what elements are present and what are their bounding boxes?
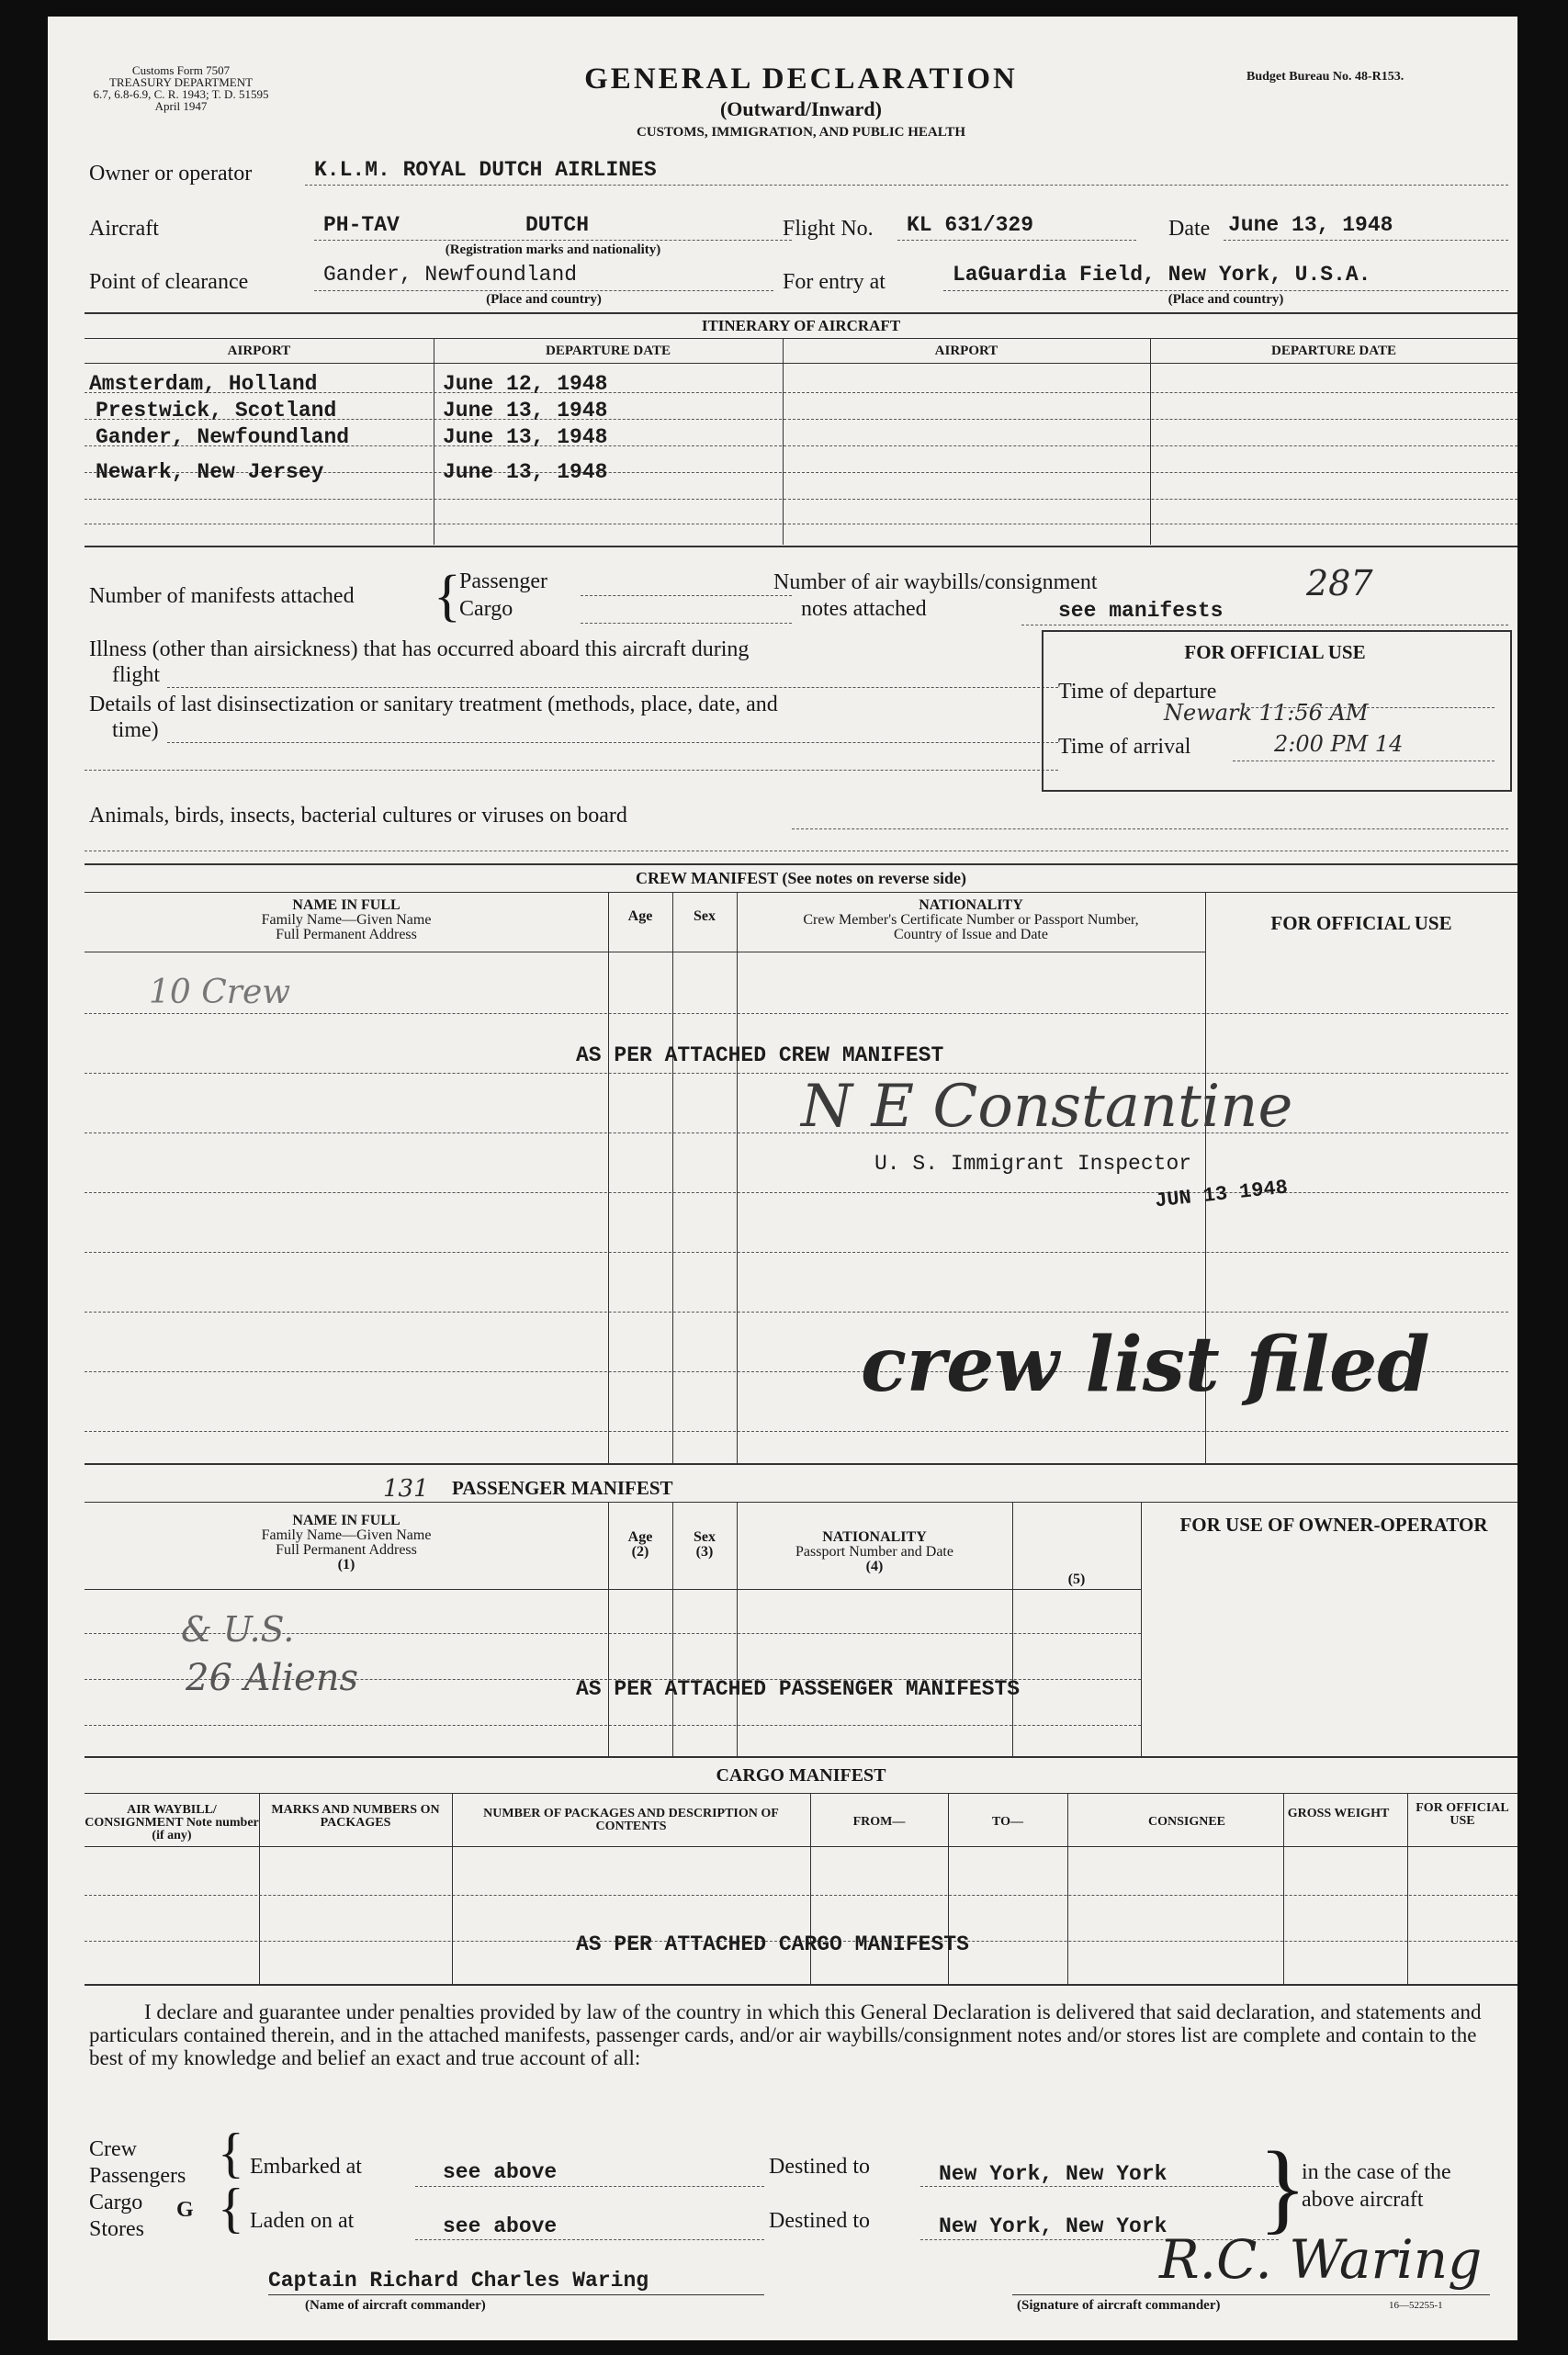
passenger-col-name: NAME IN FULL Family Name—Given Name Full Permanent Address (1) bbox=[261, 1513, 432, 1572]
signature-note: (Signature of aircraft commander) bbox=[1017, 2298, 1221, 2313]
cargo-col-weight: GROSS WEIGHT bbox=[1287, 1807, 1390, 1820]
departure-time-label: Time of departure bbox=[1058, 680, 1217, 704]
date-label: Date bbox=[1168, 217, 1211, 241]
entry-value: LaGuardia Field, New York, U.S.A. bbox=[953, 263, 1371, 287]
form-date: April 1947 bbox=[154, 99, 208, 113]
cargo-col-consignee: CONSIGNEE bbox=[1147, 1815, 1226, 1829]
destined-label-2: Destined to bbox=[769, 2209, 870, 2233]
brace: { bbox=[434, 565, 461, 627]
flight-value: KL 631/329 bbox=[907, 213, 1034, 237]
passenger-col-nationality: NATIONALITY Passport Number and Date (4) bbox=[795, 1529, 953, 1574]
itin-row-1-date: June 12, 1948 bbox=[443, 372, 608, 396]
clearance-label: Point of clearance bbox=[89, 270, 249, 294]
official-use-title: FOR OFFICIAL USE bbox=[1184, 641, 1366, 663]
embarked-label: Embarked at bbox=[250, 2155, 362, 2179]
page-title: GENERAL DECLARATION bbox=[584, 62, 1018, 96]
cargo-col-packages: NUMBER OF PACKAGES AND DESCRIPTION OF CONTENTS bbox=[483, 1807, 779, 1833]
passenger-typed-note: AS PER ATTACHED PASSENGER MANIFESTS bbox=[576, 1677, 1021, 1701]
flight-label: Flight No. bbox=[783, 217, 874, 241]
animals-label: Animals, birds, insects, bacterial cultures or viruses on board bbox=[89, 804, 627, 828]
date-value: June 13, 1948 bbox=[1228, 213, 1393, 237]
disinsectization-label: Details of last disinsectization or sanitary treatment (methods, place, date, and bbox=[89, 693, 778, 716]
brace-right: } bbox=[1258, 2131, 1307, 2243]
brace-lower: { bbox=[218, 2178, 244, 2238]
destined-label-1: Destined to bbox=[769, 2155, 870, 2179]
clearance-note: (Place and country) bbox=[486, 292, 602, 307]
brace-upper: { bbox=[218, 2123, 244, 2183]
illness-label-2: flight bbox=[112, 663, 160, 687]
aircraft-registration: PH-TAV bbox=[323, 213, 400, 237]
waybills-hand-count: 287 bbox=[1306, 563, 1373, 603]
passenger-col-age: Age (2) bbox=[627, 1529, 653, 1560]
passenger-col-owner: FOR USE OF OWNER-OPERATOR bbox=[1179, 1514, 1488, 1536]
crew-hand-count: 10 Crew bbox=[149, 974, 291, 1011]
destined-value-1: New York, New York bbox=[939, 2162, 1168, 2186]
commander-signature: R.C. Waring bbox=[1159, 2228, 1483, 2291]
itin-row-2-date: June 13, 1948 bbox=[443, 399, 608, 423]
departure-time-hand: Newark 11:56 AM bbox=[1164, 700, 1369, 726]
print-code: 16—52255-1 bbox=[1389, 2300, 1443, 2311]
itin-row-3-date: June 13, 1948 bbox=[443, 425, 608, 449]
passenger-hand-2: 26 Aliens bbox=[186, 1657, 359, 1699]
itin-col-airport-2: AIRPORT bbox=[934, 344, 998, 358]
budget-number: Budget Bureau No. 48-R153. bbox=[1247, 70, 1404, 84]
itin-col-airport-1: AIRPORT bbox=[227, 344, 291, 358]
cargo-col-from: FROM— bbox=[852, 1815, 906, 1829]
entry-note: (Place and country) bbox=[1168, 292, 1284, 307]
itin-row-1-airport: Amsterdam, Holland bbox=[89, 372, 318, 396]
destined-value-2: New York, New York bbox=[939, 2214, 1168, 2238]
declaration-text: I declare and guarantee under penalties provided by law of the country in which this General Declaration is delivered that said declaration, and statements and particulars contained therein, and in the attached manifests, passenger cards, and/or air waybills/consignment notes and/or stores list are complete and contain to the best of my knowledge and belief an exact and true account of all: bbox=[89, 2000, 1482, 2069]
passenger-manifest-title: PASSENGER MANIFEST bbox=[452, 1477, 673, 1499]
aircraft-nationality: DUTCH bbox=[525, 213, 590, 237]
itin-row-4-date: June 13, 1948 bbox=[443, 460, 608, 484]
form-number: Customs Form 7507 bbox=[131, 63, 231, 77]
cargo-manifest-title: CARGO MANIFEST bbox=[716, 1765, 886, 1786]
cargo-manifest-label: Cargo bbox=[459, 597, 513, 621]
waybills-label-2: notes attached bbox=[801, 597, 927, 621]
arrival-time-label: Time of arrival bbox=[1058, 735, 1191, 759]
inspector-signature: N E Constantine bbox=[801, 1073, 1293, 1141]
crew-manifest-title: CREW MANIFEST (See notes on reverse side) bbox=[636, 869, 966, 887]
inspector-title: U. S. Immigrant Inspector bbox=[874, 1152, 1192, 1176]
crew-col-nationality: NATIONALITY Crew Member's Certificate Number or Passport Number, Country of Issue and Date bbox=[803, 897, 1139, 942]
waybills-value: see manifests bbox=[1058, 599, 1224, 623]
in-case-label-1: in the case of the bbox=[1302, 2160, 1451, 2184]
commander-name: Captain Richard Charles Waring bbox=[268, 2269, 649, 2293]
passenger-col-5: (5) bbox=[1067, 1572, 1086, 1587]
illness-label: Illness (other than airsickness) that has occurred aboard this aircraft during bbox=[89, 637, 750, 661]
declaration-form bbox=[48, 17, 1517, 2340]
regulation-ref: 6.7, 6.8-6.9, C. R. 1943; T. D. 51595 bbox=[93, 87, 269, 101]
date-stamp: JUN 13 1948 bbox=[1154, 1176, 1290, 1213]
department: TREASURY DEPARTMENT bbox=[108, 75, 254, 89]
owner-label: Owner or operator bbox=[89, 162, 253, 186]
manifests-number-label: Number of manifests attached bbox=[89, 584, 355, 608]
passenger-hand-1: & U.S. bbox=[181, 1609, 295, 1650]
waybills-label-1: Number of air waybills/consignment bbox=[773, 570, 1098, 594]
laden-value: see above bbox=[443, 2214, 558, 2238]
crew-col-official: FOR OFFICIAL USE bbox=[1270, 912, 1452, 934]
itin-row-3-airport: Gander, Newfoundland bbox=[96, 425, 350, 449]
embarked-value: see above bbox=[443, 2160, 558, 2184]
form-id-block bbox=[57, 64, 305, 112]
passenger-hand-number: 131 bbox=[383, 1475, 429, 1503]
itinerary-title: ITINERARY OF AIRCRAFT bbox=[701, 317, 901, 334]
itin-col-date-1: DEPARTURE DATE bbox=[545, 344, 671, 358]
page-subtitle: CUSTOMS, IMMIGRATION, AND PUBLIC HEALTH bbox=[636, 125, 966, 140]
commander-name-note: (Name of aircraft commander) bbox=[305, 2298, 486, 2313]
crew-typed-note: AS PER ATTACHED CREW MANIFEST bbox=[576, 1043, 944, 1067]
aircraft-label: Aircraft bbox=[89, 217, 159, 241]
crew-col-age: Age bbox=[627, 908, 653, 924]
disinsectization-label-2: time) bbox=[112, 718, 159, 742]
cargo-col-waybill: AIR WAYBILL/ CONSIGNMENT Note number (if any) bbox=[85, 1803, 259, 1842]
itin-row-4-airport: Newark, New Jersey bbox=[96, 460, 324, 484]
clearance-value: Gander, Newfoundland bbox=[323, 263, 578, 287]
direction-label: (Outward/Inward) bbox=[719, 97, 882, 120]
cargo-col-marks: MARKS AND NUMBERS ON PACKAGES bbox=[271, 1803, 440, 1830]
entry-label: For entry at bbox=[783, 270, 886, 294]
itin-row-2-airport: Prestwick, Scotland bbox=[96, 399, 337, 423]
crew-col-sex: Sex bbox=[694, 908, 716, 924]
crew-col-name: NAME IN FULL Family Name—Given Name Full Permanent Address bbox=[261, 897, 432, 942]
arrival-time-hand: 2:00 PM 14 bbox=[1274, 731, 1404, 757]
passenger-col-sex: Sex (3) bbox=[694, 1529, 716, 1560]
cargo-col-official: FOR OFFICIAL USE bbox=[1416, 1801, 1509, 1828]
aircraft-note: (Registration marks and nationality) bbox=[445, 242, 661, 257]
cargo-col-to: TO— bbox=[992, 1815, 1023, 1829]
itin-col-date-2: DEPARTURE DATE bbox=[1270, 344, 1396, 358]
crew-list-filed-note: crew list filed bbox=[861, 1321, 1430, 1409]
declaration-categories: Crew Passengers Cargo Stores bbox=[89, 2137, 186, 2241]
passenger-manifest-label: Passenger bbox=[459, 569, 547, 593]
laden-label: Laden on at bbox=[250, 2209, 355, 2233]
cargo-mark: G bbox=[176, 2198, 194, 2222]
owner-value: K.L.M. ROYAL DUTCH AIRLINES bbox=[314, 158, 657, 182]
in-case-label-2: above aircraft bbox=[1302, 2188, 1424, 2212]
cargo-typed-note: AS PER ATTACHED CARGO MANIFESTS bbox=[576, 1932, 969, 1956]
